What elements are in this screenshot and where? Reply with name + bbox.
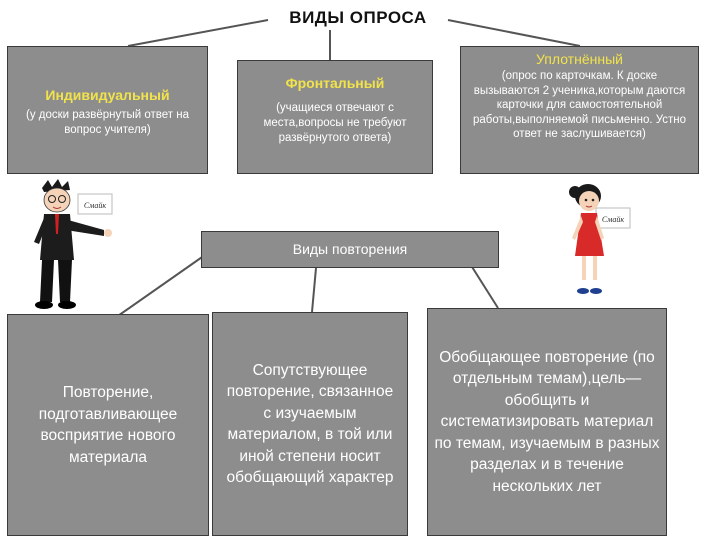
frontal-survey-heading: Фронтальный xyxy=(285,75,385,91)
compact-survey-box xyxy=(460,46,699,174)
preparatory-repetition-box xyxy=(7,314,209,536)
connector-title-individual xyxy=(128,20,268,46)
repetition-types-heading: Виды повторения xyxy=(292,241,408,257)
connector-title-compact xyxy=(448,20,580,46)
generalizing-repetition-box xyxy=(427,308,667,536)
individual-survey-heading: Индивидуальный xyxy=(45,87,170,103)
compact-survey-heading: Уплотнённый xyxy=(536,51,623,67)
connector-repeat-accompany xyxy=(312,268,316,312)
individual-survey-box xyxy=(7,46,208,174)
individual-survey-description: (у доски развёрнутый ответ на вопрос учителя) xyxy=(26,109,189,136)
frontal-survey-box xyxy=(237,60,433,174)
girl-figure xyxy=(562,180,638,304)
repetition-types-box xyxy=(201,231,499,268)
compact-survey-description: (опрос по карточкам. К доске вызываются 2 ученика,которым даются карточки для самостоятельной работы,выполняемой письменно. Устно ответ не заслушивается) xyxy=(472,70,687,140)
girl-sign-text: Смайк xyxy=(601,215,625,224)
accompanying-repetition-box xyxy=(212,312,408,536)
generalizing-repetition-text: Обобщающее повторение (по отдельным темам),цель—обобщить и систематизировать материал по темам, изучаемым в разных разделах и в течение нескольких лет xyxy=(434,348,660,495)
preparatory-repetition-text: Повторение, подготавливающее восприятие нового материала xyxy=(38,384,178,466)
teacher-figure xyxy=(20,178,132,318)
teacher-sign-text: Смайк xyxy=(83,201,107,210)
accompanying-repetition-text: Сопутствующее повторение, связанное с изучаемым материалом, в той или иной степени носит обобщающий характер xyxy=(226,361,394,486)
page-title: ВИДЫ ОПРОСА xyxy=(289,8,427,27)
frontal-survey-description: (учащиеся отвечают с места,вопросы не требуют развёрнутого ответа) xyxy=(263,102,407,144)
